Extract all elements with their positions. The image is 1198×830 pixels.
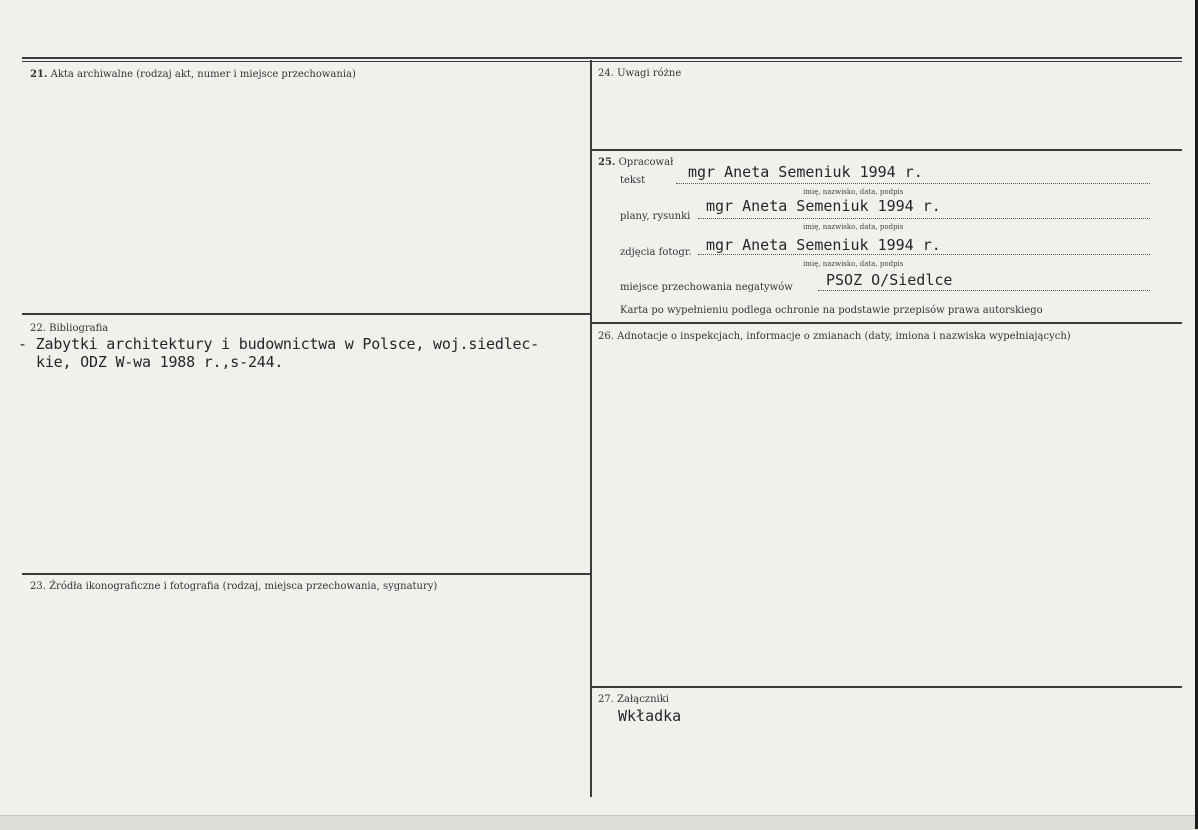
section-24-heading [598, 68, 681, 79]
section-22-label: Bibliografia [49, 323, 109, 334]
rule-25-26 [592, 322, 1182, 324]
row-negatywy-value: PSOZ O/Siedlce [826, 271, 953, 289]
row-plany-caption: imię, nazwisko, data, podpis [803, 223, 904, 231]
row-negatywy-line [818, 290, 1150, 291]
row-plany-line [698, 218, 1150, 219]
section-27-number: 27. [598, 694, 614, 705]
section-24-label: Uwagi różne [617, 68, 682, 79]
row-negatywy-label: miejsce przechowania negatywów [620, 282, 793, 293]
row-zdjecia-line [698, 254, 1150, 255]
section-23-heading [30, 581, 437, 592]
section-21-number: 21. [30, 69, 48, 80]
section-25-heading [598, 157, 673, 168]
bibliography-line-1: - Zabytki architektury i budownictwa w Polsce, woj.siedlec- [18, 335, 540, 353]
section-25-label: Opracował [618, 157, 674, 168]
row-tekst-caption: imię, nazwisko, data, podpis [803, 188, 904, 196]
section-26-heading [598, 331, 1071, 342]
row-zdjecia-label: zdjęcia fotogr. [620, 247, 692, 258]
row-tekst-value: mgr Aneta Semeniuk 1994 r. [688, 163, 923, 181]
bibliography-line-2: kie, ODZ W-wa 1988 r.,s-244. [36, 353, 284, 371]
section-26-label: Adnotacje o inspekcjach, informacje o zmianach (daty, imiona i nazwiska wypełniających) [617, 331, 1071, 342]
row-zdjecia-caption: imię, nazwisko, data, podpis [803, 260, 904, 268]
section-26-number: 26. [598, 331, 614, 342]
rule-22-23 [22, 573, 590, 575]
row-plany-value: mgr Aneta Semeniuk 1994 r. [706, 197, 941, 215]
section-23-number: 23. [30, 581, 46, 592]
copyright-note: Karta po wypełnieniu podlega ochronie na podstawie przepisów prawa autorskiego [620, 305, 1043, 316]
top-rule-thin [22, 61, 1182, 62]
card-bottom-edge [0, 815, 1198, 830]
attachment-value: Wkładka [618, 707, 682, 725]
section-22-number: 22. [30, 323, 46, 334]
section-25-number: 25. [598, 157, 616, 168]
row-tekst-line [676, 183, 1150, 184]
section-22-heading [30, 323, 108, 334]
row-tekst-label: tekst [620, 175, 646, 186]
rule-24-25 [592, 149, 1182, 151]
row-zdjecia-value: mgr Aneta Semeniuk 1994 r. [706, 236, 941, 254]
section-24-number: 24. [598, 68, 614, 79]
section-27-heading [598, 694, 669, 705]
rule-21-22 [22, 313, 590, 315]
section-27-label: Załączniki [617, 694, 669, 705]
rule-26-27 [592, 686, 1182, 688]
section-21-heading [30, 69, 356, 80]
section-23-label: Źródła ikonograficzne i fotografia (rodzaj, miejsca przechowania, sygnatury) [49, 581, 438, 592]
row-plany-label: plany, rysunki [620, 211, 691, 222]
top-rule [22, 57, 1182, 59]
section-21-label: Akta archiwalne (rodzaj akt, numer i miejsce przechowania) [50, 69, 356, 80]
